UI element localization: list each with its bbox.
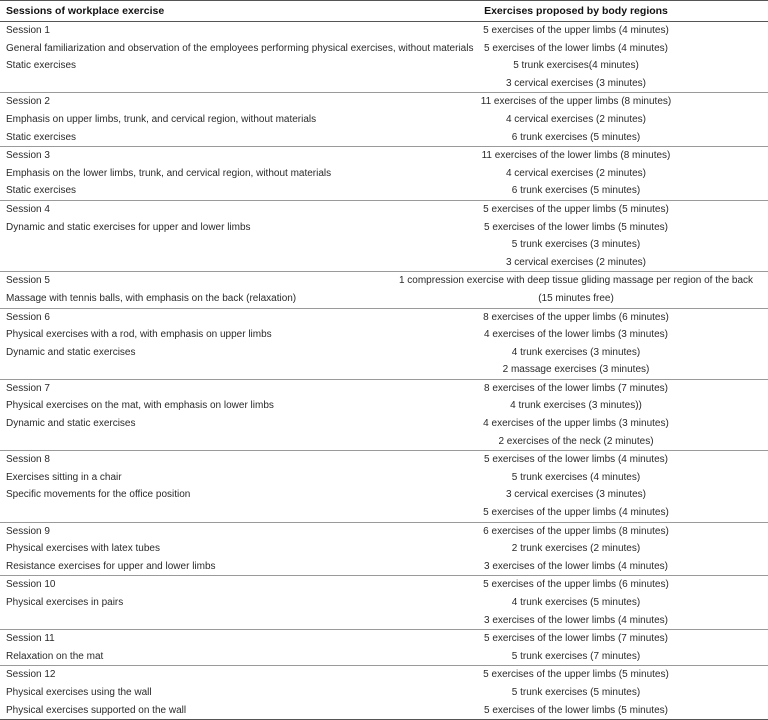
table-header bbox=[0, 1, 768, 22]
exercise-line: 6 trunk exercises (5 minutes) bbox=[511, 185, 641, 197]
session-description-line: Dynamic and static exercises for upper and lower limbs bbox=[6, 221, 251, 233]
session-description-line: Physical exercises in pairs bbox=[6, 597, 124, 608]
session-description-cell bbox=[0, 93, 384, 147]
exercise-line: 6 exercises of the upper limbs (8 minutes) bbox=[483, 525, 669, 537]
session-title: Session 3 bbox=[6, 150, 50, 162]
exercise-line: 2 exercises of the neck (2 minutes) bbox=[498, 435, 654, 447]
table-row bbox=[0, 200, 768, 271]
exercises-cell bbox=[384, 22, 768, 93]
exercise-line: 3 cervical exercises (3 minutes) bbox=[505, 489, 647, 501]
session-description-cell bbox=[0, 576, 384, 630]
exercise-line: 8 exercises of the lower limbs (7 minutes) bbox=[484, 382, 668, 394]
exercise-line: 3 cervical exercises (2 minutes) bbox=[505, 256, 647, 268]
exercise-line: 5 exercises of the upper limbs (4 minutes) bbox=[483, 507, 669, 519]
session-description-line: Static exercises bbox=[6, 60, 77, 72]
exercise-line: 5 exercises of the lower limbs (4 minutes) bbox=[484, 454, 668, 466]
exercise-line: 3 exercises of the lower limbs (4 minutes) bbox=[484, 560, 668, 572]
session-description-line: Static exercises bbox=[6, 131, 77, 143]
session-description-line: Relaxation on the mat bbox=[6, 650, 104, 662]
table-row bbox=[0, 666, 768, 720]
exercise-line: 3 cervical exercises (3 minutes) bbox=[505, 77, 647, 89]
exercise-line: 5 trunk exercises (4 minutes) bbox=[511, 471, 641, 483]
exercises-cell bbox=[384, 630, 768, 666]
session-description-cell bbox=[0, 22, 474, 93]
exercise-line: 5 exercises of the lower limbs (7 minutes) bbox=[484, 633, 668, 645]
exercise-line: 5 exercises of the upper limbs (5 minutes) bbox=[483, 203, 669, 215]
exercises-cell bbox=[384, 451, 768, 522]
session-description-line: Specific movements for the office position bbox=[6, 489, 191, 501]
session-title: Session 7 bbox=[6, 382, 50, 394]
exercise-line: 6 trunk exercises (5 minutes) bbox=[511, 131, 641, 143]
exercise-line: 5 trunk exercises (5 minutes) bbox=[511, 686, 641, 698]
table-row bbox=[0, 522, 768, 576]
exercise-line: 4 exercises of the upper limbs (3 minutes) bbox=[483, 418, 669, 430]
session-title: Session 11 bbox=[6, 633, 55, 645]
exercises-cell bbox=[384, 379, 768, 450]
table-body bbox=[0, 22, 768, 720]
exercise-line: 5 trunk exercises (3 minutes) bbox=[511, 239, 641, 251]
session-description-line: Emphasis on the lower limbs, trunk, and cervical region, without materials bbox=[6, 167, 332, 179]
session-title: Session 12 bbox=[6, 669, 56, 681]
table-row bbox=[0, 630, 768, 666]
exercise-line: 4 trunk exercises (5 minutes) bbox=[511, 597, 641, 608]
session-description-line: Dynamic and static exercises bbox=[6, 418, 136, 430]
session-title: Session 2 bbox=[6, 96, 50, 108]
header-exercises: Exercises proposed by body regions bbox=[384, 1, 768, 22]
session-description-line: Physical exercises with a rod, with emphasis on upper limbs bbox=[6, 329, 272, 341]
table-row bbox=[0, 93, 768, 147]
session-description-line: Exercises sitting in a chair bbox=[6, 471, 122, 483]
session-description-line: Physical exercises with latex tubes bbox=[6, 543, 160, 555]
session-description-line: Physical exercises supported on the wall bbox=[6, 704, 187, 716]
exercise-line: 5 exercises of the upper limbs (6 minutes) bbox=[483, 579, 669, 591]
session-description-cell bbox=[0, 630, 384, 666]
table-row bbox=[0, 308, 768, 379]
session-description-line: Resistance exercises for upper and lower limbs bbox=[6, 560, 216, 572]
exercise-line: 8 exercises of the upper limbs (6 minutes) bbox=[483, 311, 669, 323]
exercise-line: 5 exercises of the upper limbs (5 minutes) bbox=[483, 669, 669, 681]
table-row bbox=[0, 576, 768, 630]
session-title: Session 1 bbox=[6, 25, 50, 36]
session-title: Session 4 bbox=[6, 203, 50, 215]
exercise-line: 2 trunk exercises (2 minutes) bbox=[511, 543, 641, 555]
exercises-cell bbox=[384, 576, 768, 630]
session-description-cell bbox=[0, 666, 384, 720]
session-title: Session 8 bbox=[6, 454, 50, 466]
exercise-line: (15 minutes free) bbox=[538, 292, 614, 304]
exercises-cell bbox=[384, 308, 768, 379]
exercise-line: 5 trunk exercises (7 minutes) bbox=[511, 650, 641, 662]
session-title: Session 6 bbox=[6, 311, 50, 323]
session-description-cell bbox=[0, 451, 384, 522]
session-description-line: General familiarization and observation of the employees performing physical exercises, without materials bbox=[6, 42, 474, 54]
exercise-line: 4 cervical exercises (2 minutes) bbox=[505, 167, 647, 179]
exercise-line: 2 massage exercises (3 minutes) bbox=[502, 364, 650, 376]
exercises-cell bbox=[384, 272, 768, 308]
session-description-cell bbox=[0, 308, 384, 379]
session-title: Session 10 bbox=[6, 579, 56, 591]
exercise-line: 4 exercises of the lower limbs (3 minutes) bbox=[484, 329, 668, 341]
exercise-line: 5 trunk exercises(4 minutes) bbox=[513, 60, 639, 72]
session-description-line: Static exercises bbox=[6, 185, 77, 197]
exercise-line: 4 trunk exercises (3 minutes) bbox=[511, 346, 641, 358]
session-description-line: Massage with tennis balls, with emphasis on the back (relaxation) bbox=[6, 292, 297, 304]
session-description-cell bbox=[0, 147, 384, 201]
session-description-cell bbox=[0, 379, 384, 450]
session-description-line: Dynamic and static exercises bbox=[6, 346, 136, 358]
header-sessions: Sessions of workplace exercise bbox=[0, 1, 384, 22]
session-description-cell bbox=[0, 522, 384, 576]
exercise-line: 5 exercises of the upper limbs (4 minutes) bbox=[483, 25, 669, 36]
session-title: Session 9 bbox=[6, 525, 50, 537]
exercise-line: 4 cervical exercises (2 minutes) bbox=[505, 113, 647, 125]
table-row bbox=[0, 22, 768, 93]
session-description-line: Physical exercises on the mat, with emphasis on lower limbs bbox=[6, 400, 274, 412]
exercise-line: 11 exercises of the lower limbs (8 minutes) bbox=[481, 150, 671, 162]
exercise-line: 3 exercises of the lower limbs (4 minutes) bbox=[484, 614, 668, 626]
exercises-cell bbox=[384, 666, 768, 720]
exercises-cell bbox=[384, 522, 768, 576]
exercise-line: 1 compression exercise with deep tissue gliding massage per region of the back bbox=[398, 275, 754, 287]
table-row bbox=[0, 272, 768, 308]
table-row bbox=[0, 379, 768, 450]
session-title: Session 5 bbox=[6, 275, 50, 287]
exercise-line: 11 exercises of the upper limbs (8 minutes) bbox=[480, 96, 672, 108]
exercises-cell bbox=[384, 200, 768, 271]
session-description-line: Emphasis on upper limbs, trunk, and cervical region, without materials bbox=[6, 113, 317, 125]
exercises-cell bbox=[384, 147, 768, 201]
exercise-line: 5 exercises of the lower limbs (5 minutes) bbox=[484, 221, 668, 233]
header-row bbox=[0, 1, 768, 22]
session-description-cell bbox=[0, 272, 384, 308]
exercise-line: 4 trunk exercises (3 minutes)) bbox=[510, 400, 642, 412]
session-description-cell bbox=[0, 200, 384, 271]
exercises-cell bbox=[384, 93, 768, 147]
table-row bbox=[0, 147, 768, 201]
exercise-line: 5 exercises of the lower limbs (5 minutes) bbox=[484, 704, 668, 716]
exercise-line: 5 exercises of the lower limbs (4 minutes) bbox=[484, 42, 668, 54]
session-description-line: Physical exercises using the wall bbox=[6, 686, 152, 698]
table-row bbox=[0, 451, 768, 522]
